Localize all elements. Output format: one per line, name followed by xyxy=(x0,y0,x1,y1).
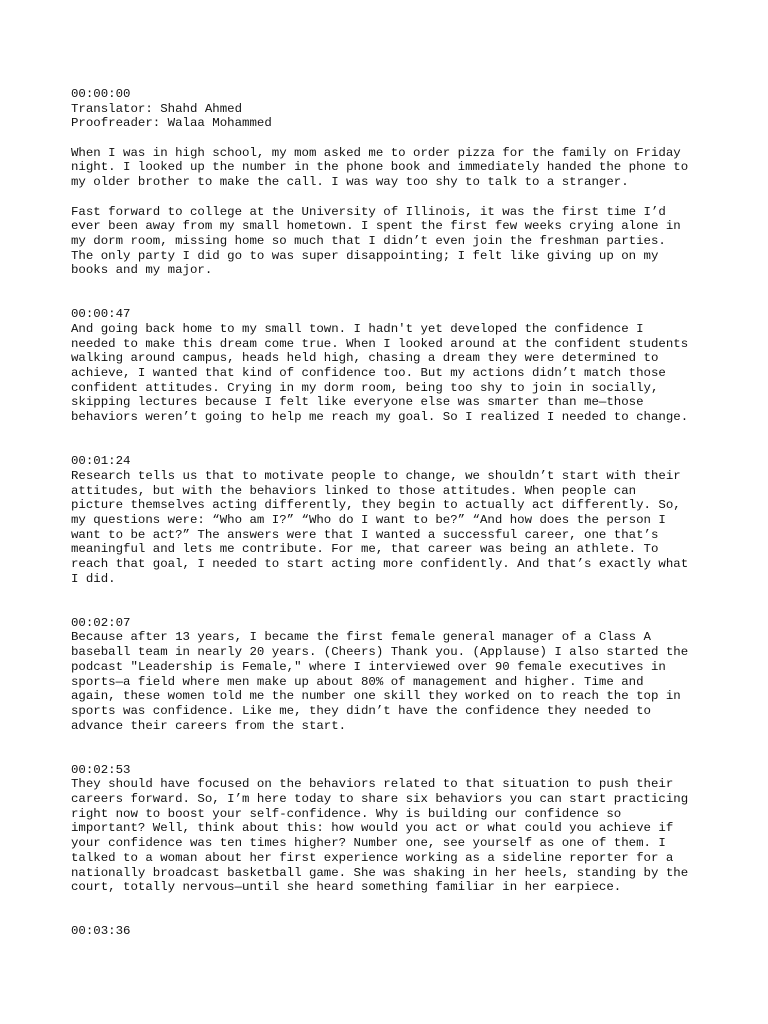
transcript-segment xyxy=(71,454,731,586)
block-spacer xyxy=(71,733,731,762)
transcript-line: nationally broadcast basketball game. She was shaking in her heels, standing by the xyxy=(71,865,689,880)
segment-timestamp: 00:02:53 xyxy=(71,762,131,777)
transcript-line: skipping lectures because I felt like everyone else was smarter than me—those xyxy=(71,395,644,410)
transcript-line: night. I looked up the number in the phone book and immediately handed the phone to xyxy=(71,160,689,175)
transcript-line: When I was in high school, my mom asked me to order pizza for the family on Friday xyxy=(71,145,681,160)
transcript-line: picture themselves acting differently, they begin to actually act differently. So, xyxy=(71,498,681,513)
transcript-line: walking around campus, heads held high, chasing a dream they were determined to xyxy=(71,351,659,366)
transcript-line: want to be act?” The answers were that I wanted a successful career, one that’s xyxy=(71,527,659,542)
transcript-line: advance their careers from the start. xyxy=(71,718,347,733)
transcript-line: my older brother to make the call. I was way too shy to talk to a stranger. xyxy=(71,175,629,190)
transcript-line: important? Well, think about this: how would you act or what could you achieve if xyxy=(71,821,674,836)
transcript-header xyxy=(71,87,731,131)
block-spacer xyxy=(71,278,731,307)
transcript-line: baseball team in nearly 20 years. (Cheers) Thank you. (Applause) I also started the xyxy=(71,645,689,660)
block-spacer xyxy=(71,586,731,615)
transcript-line: meaningful and lets me contribute. For me, that career was being an athlete. To xyxy=(71,542,659,557)
transcript-line: Fast forward to college at the University of Illinois, it was the first time I’d xyxy=(71,204,666,219)
transcript-line: needed to make this dream come true. When I looked around at the confident students xyxy=(71,336,689,351)
transcript-body xyxy=(71,131,731,939)
transcript-line: ever been away from my small hometown. I spent the first few weeks crying alone in xyxy=(71,219,681,234)
transcript-line: podcast "Leadership is Female," where I interviewed over 90 female executives in xyxy=(71,659,666,674)
segment-timestamp: 00:03:36 xyxy=(71,924,131,939)
transcript-line: I did. xyxy=(71,571,116,586)
segment-timestamp: 00:01:24 xyxy=(71,454,131,469)
transcript-line: sports was confidence. Like me, they didn’t have the confidence they needed to xyxy=(71,703,651,718)
transcript-segment xyxy=(71,763,731,895)
transcript-segment xyxy=(71,616,731,734)
transcript-line: court, totally nervous—until she heard something familiar in her earpiece. xyxy=(71,880,622,895)
proofreader-credit: Proofreader: Walaa Mohammed xyxy=(71,116,272,131)
transcript-line: careers forward. So, I’m here today to share six behaviors you can start practicing xyxy=(71,792,689,807)
segment-timestamp: 00:02:07 xyxy=(71,615,131,630)
transcript-line: confident attitudes. Crying in my dorm room, being too shy to join in socially, xyxy=(71,380,659,395)
transcript-line: talked to a woman about her first experience working as a sideline reporter for a xyxy=(71,850,674,865)
translator-credit: Translator: Shahd Ahmed xyxy=(71,101,243,116)
block-spacer xyxy=(71,190,731,205)
transcript-line: behaviors weren’t going to help me reach my goal. So I realized I needed to change. xyxy=(71,410,689,425)
transcript-line: right now to boost your self-confidence. Why is building our confidence so xyxy=(71,806,622,821)
transcript-segment xyxy=(71,924,731,939)
transcript-line: again, these women told me the number one skill they worked on to reach the top in xyxy=(71,689,681,704)
transcript-line: Research tells us that to motivate people to change, we shouldn’t start with their xyxy=(71,468,681,483)
transcript-segment xyxy=(71,307,731,425)
block-spacer xyxy=(71,425,731,454)
transcript-line: books and my major. xyxy=(71,263,213,278)
transcript-line: achieve, I wanted that kind of confidence too. But my actions didn’t match those xyxy=(71,366,666,381)
transcript-line: my questions were: “Who am I?” “Who do I want to be?” “And how does the person I xyxy=(71,512,666,527)
transcript-line: The only party I did go to was super disappointing; I felt like giving up on my xyxy=(71,248,659,263)
transcript-line: sports—a field where men make up about 80% of management and higher. Time and xyxy=(71,674,644,689)
block-spacer xyxy=(71,131,731,146)
transcript-paragraph xyxy=(71,205,731,278)
transcript-line: reach that goal, I needed to start acting more confidently. And that’s exactly what xyxy=(71,557,689,572)
transcript-paragraph xyxy=(71,146,731,190)
transcript-line: attitudes, but with the behaviors linked to those attitudes. When people can xyxy=(71,483,637,498)
transcript-line: They should have focused on the behaviors related to that situation to push their xyxy=(71,777,674,792)
transcript-page xyxy=(71,87,731,939)
transcript-line: And going back home to my small town. I hadn't yet developed the confidence I xyxy=(71,322,644,337)
transcript-line: Because after 13 years, I became the first female general manager of a Class A xyxy=(71,630,651,645)
segment-timestamp: 00:00:47 xyxy=(71,307,131,322)
header-timestamp: 00:00:00 xyxy=(71,87,131,101)
transcript-line: my dorm room, missing home so much that I didn’t even join the freshman parties. xyxy=(71,233,666,248)
block-spacer xyxy=(71,895,731,924)
transcript-line: your confidence was ten times higher? Number one, see yourself as one of them. I xyxy=(71,836,666,851)
